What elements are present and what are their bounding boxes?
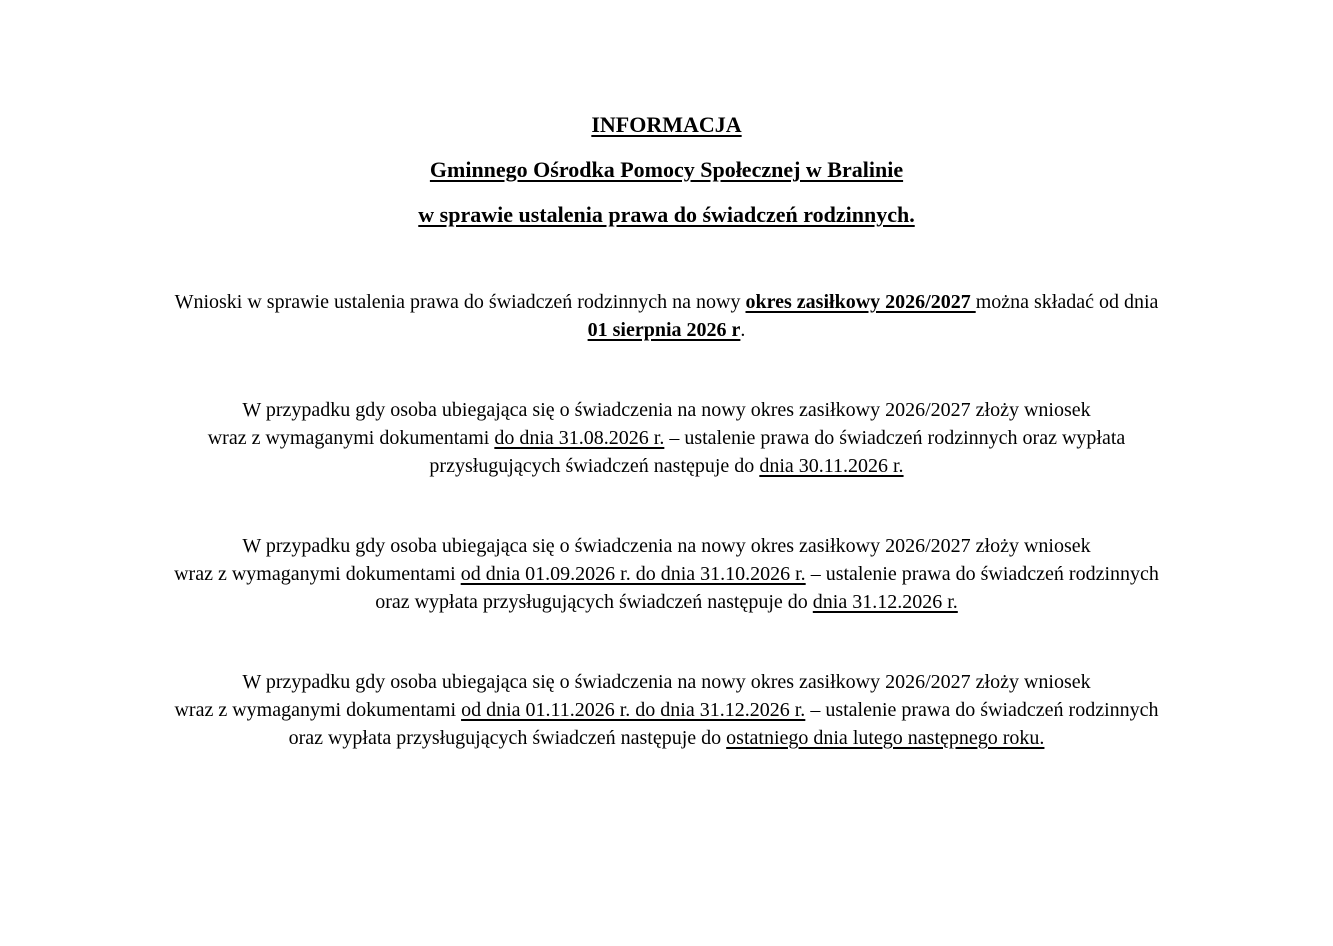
rule-3-deadline: od dnia 01.11.2026 r. do dnia 31.12.2026 r. bbox=[461, 699, 806, 721]
rule-3-pre: wraz z wymaganymi dokumentami bbox=[174, 699, 462, 721]
intro-paragraph bbox=[60, 288, 1273, 344]
title-line-subject: w sprawie ustalenia prawa do świadczeń rodzinnych. bbox=[418, 202, 915, 227]
intro-end: . bbox=[740, 319, 746, 341]
rule-1-line-1: W przypadku gdy osoba ubiegająca się o świadczenia na nowy okres zasiłkowy 2026/2027 złoży wniosek bbox=[242, 399, 1091, 421]
rule-1-line-2 bbox=[60, 424, 1273, 452]
rule-paragraph-3 bbox=[60, 668, 1273, 752]
rule-2-pre: wraz z wymaganymi dokumentami bbox=[174, 563, 461, 585]
rule-1-deadline: do dnia 31.08.2026 r. bbox=[494, 427, 665, 449]
rule-1-line3-pre: przysługujących świadczeń następuje do bbox=[429, 455, 760, 477]
intro-line-1 bbox=[60, 288, 1273, 316]
rule-2-payout: dnia 31.12.2026 r. bbox=[812, 591, 958, 613]
title-line-institution: Gminnego Ośrodka Pomocy Społecznej w Bralinie bbox=[429, 157, 904, 182]
rule-3-line-2 bbox=[60, 696, 1273, 724]
rule-3-line-1: W przypadku gdy osoba ubiegająca się o świadczenia na nowy okres zasiłkowy 2026/2027 złoży wniosek bbox=[242, 671, 1091, 693]
rule-3-payout: ostatniego dnia lutego następnego roku. bbox=[726, 727, 1045, 749]
rule-3-line-3 bbox=[60, 724, 1273, 752]
document-subtitle-subject bbox=[0, 202, 1333, 228]
rule-2-line3-pre: oraz wypłata przysługujących świadczeń następuje do bbox=[375, 591, 813, 613]
rule-2-line-1: W przypadku gdy osoba ubiegająca się o świadczenia na nowy okres zasiłkowy 2026/2027 złoży wniosek bbox=[242, 535, 1091, 557]
intro-date: 01 sierpnia 2026 r bbox=[587, 319, 741, 341]
rule-2-line-3 bbox=[60, 588, 1273, 616]
rule-3-line3-pre: oraz wypłata przysługujących świadczeń następuje do bbox=[288, 727, 727, 749]
rule-paragraph-2 bbox=[60, 532, 1273, 616]
rule-1-pre: wraz z wymaganymi dokumentami bbox=[207, 427, 495, 449]
rule-2-line-2 bbox=[60, 560, 1273, 588]
rule-2-deadline: od dnia 01.09.2026 r. do dnia 31.10.2026 r. bbox=[460, 563, 806, 585]
rule-1-line-3 bbox=[60, 452, 1273, 480]
document-title bbox=[0, 112, 1333, 138]
rule-1-mid: – ustalenie prawa do świadczeń rodzinnych oraz wypłata bbox=[664, 427, 1126, 449]
rule-2-mid: – ustalenie prawa do świadczeń rodzinnych bbox=[805, 563, 1159, 585]
rule-3-mid: – ustalenie prawa do świadczeń rodzinnych bbox=[805, 699, 1159, 721]
document-subtitle-institution bbox=[0, 157, 1333, 183]
intro-line-2 bbox=[60, 316, 1273, 344]
intro-text-b: można składać od dnia bbox=[975, 291, 1159, 313]
intro-period: okres zasiłkowy 2026/2027 bbox=[745, 291, 976, 313]
title-line-informacja: INFORMACJA bbox=[591, 112, 742, 137]
rule-1-payout: dnia 30.11.2026 r. bbox=[759, 455, 904, 477]
intro-text-a: Wnioski w sprawie ustalenia prawa do świadczeń rodzinnych na nowy bbox=[174, 291, 746, 313]
rule-paragraph-1 bbox=[60, 396, 1273, 480]
